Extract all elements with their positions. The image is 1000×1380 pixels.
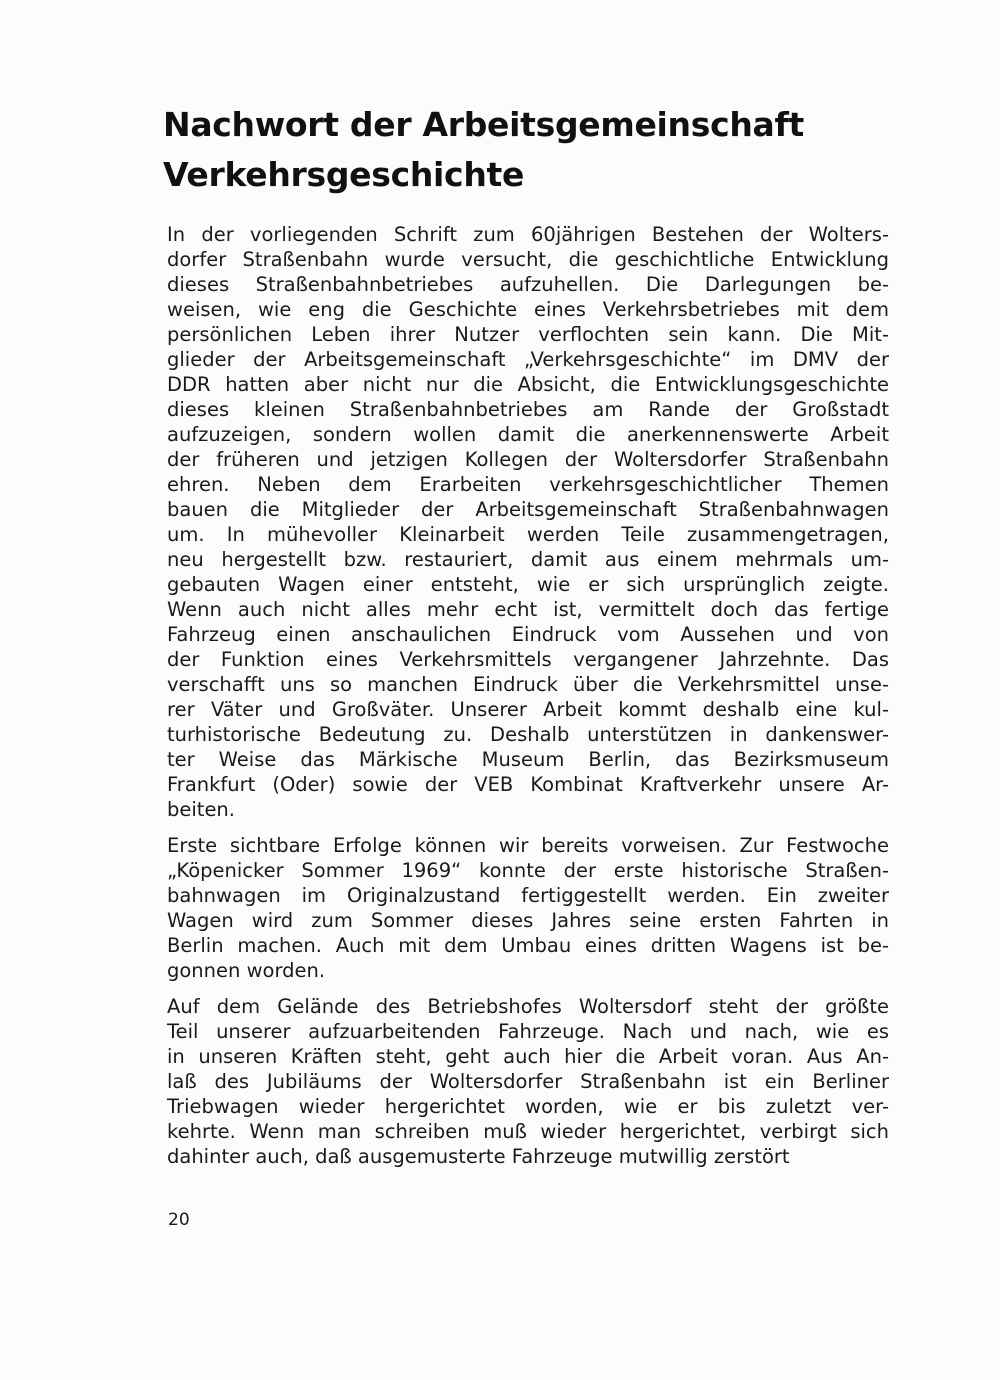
text-line: Wagen wird zum Sommer dieses Jahres seine ersten Fahrten in bbox=[167, 909, 889, 932]
title-line-2: Verkehrsgeschichte bbox=[163, 155, 525, 194]
title-line-1: Nachwort der Arbeitsgemeinschaft bbox=[163, 105, 805, 144]
text-line: dieses kleinen Straßenbahnbetriebes am Rande der Großstadt bbox=[167, 398, 889, 421]
page-title bbox=[163, 100, 903, 200]
text-line: gebauten Wagen einer entsteht, wie er sich ursprünglich zeigte. bbox=[167, 573, 889, 596]
text-line: DDR hatten aber nicht nur die Absicht, die Entwicklungsgeschichte bbox=[167, 373, 889, 396]
text-line: dorfer Straßenbahn wurde versucht, die geschichtliche Entwicklung bbox=[167, 248, 889, 271]
text-line: neu hergestellt bzw. restauriert, damit aus einem mehrmals um- bbox=[167, 548, 889, 571]
text-line: Frankfurt (Oder) sowie der VEB Kombinat Kraftverkehr unsere Ar- bbox=[167, 773, 889, 796]
text-line: Wenn auch nicht alles mehr echt ist, vermittelt doch das fertige bbox=[167, 598, 889, 621]
text-line: dahinter auch, daß ausgemusterte Fahrzeuge mutwillig zerstört bbox=[167, 1145, 790, 1168]
text-line: glieder der Arbeitsgemeinschaft „Verkehrsgeschichte“ im DMV der bbox=[167, 348, 889, 371]
text-line: gonnen worden. bbox=[167, 959, 326, 982]
paragraph bbox=[167, 994, 889, 1169]
text-line: Teil unserer aufzuarbeitenden Fahrzeuge. Nach und nach, wie es bbox=[167, 1020, 889, 1043]
text-line: Triebwagen wieder hergerichtet worden, wie er bis zuletzt ver- bbox=[167, 1095, 889, 1118]
text-line: dieses Straßenbahnbetriebes aufzuhellen. Die Darlegungen be- bbox=[167, 273, 889, 296]
text-line: in unseren Kräften steht, geht auch hier die Arbeit voran. Aus An- bbox=[167, 1045, 889, 1068]
text-line: Erste sichtbare Erfolge können wir bereits vorweisen. Zur Festwoche bbox=[167, 834, 889, 857]
text-line: „Köpenicker Sommer 1969“ konnte der erste historische Straßen- bbox=[167, 859, 889, 882]
text-line: um. In mühevoller Kleinarbeit werden Teile zusammengetragen, bbox=[167, 523, 889, 546]
text-line: Fahrzeug einen anschaulichen Eindruck vom Aussehen und von bbox=[167, 623, 889, 646]
text-line: persönlichen Leben ihrer Nutzer verflochten sein kann. Die Mit- bbox=[167, 323, 889, 346]
text-line: kehrte. Wenn man schreiben muß wieder hergerichtet, verbirgt sich bbox=[167, 1120, 889, 1143]
text-line: bauen die Mitglieder der Arbeitsgemeinschaft Straßenbahnwagen bbox=[167, 498, 889, 521]
text-line: der früheren und jetzigen Kollegen der Woltersdorfer Straßenbahn bbox=[167, 448, 889, 471]
paragraph bbox=[167, 222, 889, 822]
page-number: 20 bbox=[168, 1210, 190, 1230]
body-text bbox=[167, 222, 889, 1180]
text-line: bahnwagen im Originalzustand fertiggestellt werden. Ein zweiter bbox=[167, 884, 889, 907]
paragraph bbox=[167, 833, 889, 983]
text-line: ter Weise das Märkische Museum Berlin, das Bezirksmuseum bbox=[167, 748, 889, 771]
text-line: ehren. Neben dem Erarbeiten verkehrsgeschichtlicher Themen bbox=[167, 473, 889, 496]
text-line: beiten. bbox=[167, 798, 235, 821]
text-line: weisen, wie eng die Geschichte eines Verkehrsbetriebes mit dem bbox=[167, 298, 889, 321]
text-line: Berlin machen. Auch mit dem Umbau eines dritten Wagens ist be- bbox=[167, 934, 889, 957]
text-line: rer Väter und Großväter. Unserer Arbeit kommt deshalb eine kul- bbox=[167, 698, 889, 721]
text-line: laß des Jubiläums der Woltersdorfer Straßenbahn ist ein Berliner bbox=[167, 1070, 889, 1093]
text-line: der Funktion eines Verkehrsmittels vergangener Jahrzehnte. Das bbox=[167, 648, 889, 671]
text-line: aufzuzeigen, sondern wollen damit die anerkennenswerte Arbeit bbox=[167, 423, 889, 446]
text-line: turhistorische Bedeutung zu. Deshalb unterstützen in dankenswer- bbox=[167, 723, 889, 746]
text-line: Auf dem Gelände des Betriebshofes Woltersdorf steht der größte bbox=[167, 995, 889, 1018]
text-line: In der vorliegenden Schrift zum 60jährigen Bestehen der Wolters- bbox=[167, 223, 889, 246]
text-line: verschafft uns so manchen Eindruck über die Verkehrsmittel unse- bbox=[167, 673, 889, 696]
